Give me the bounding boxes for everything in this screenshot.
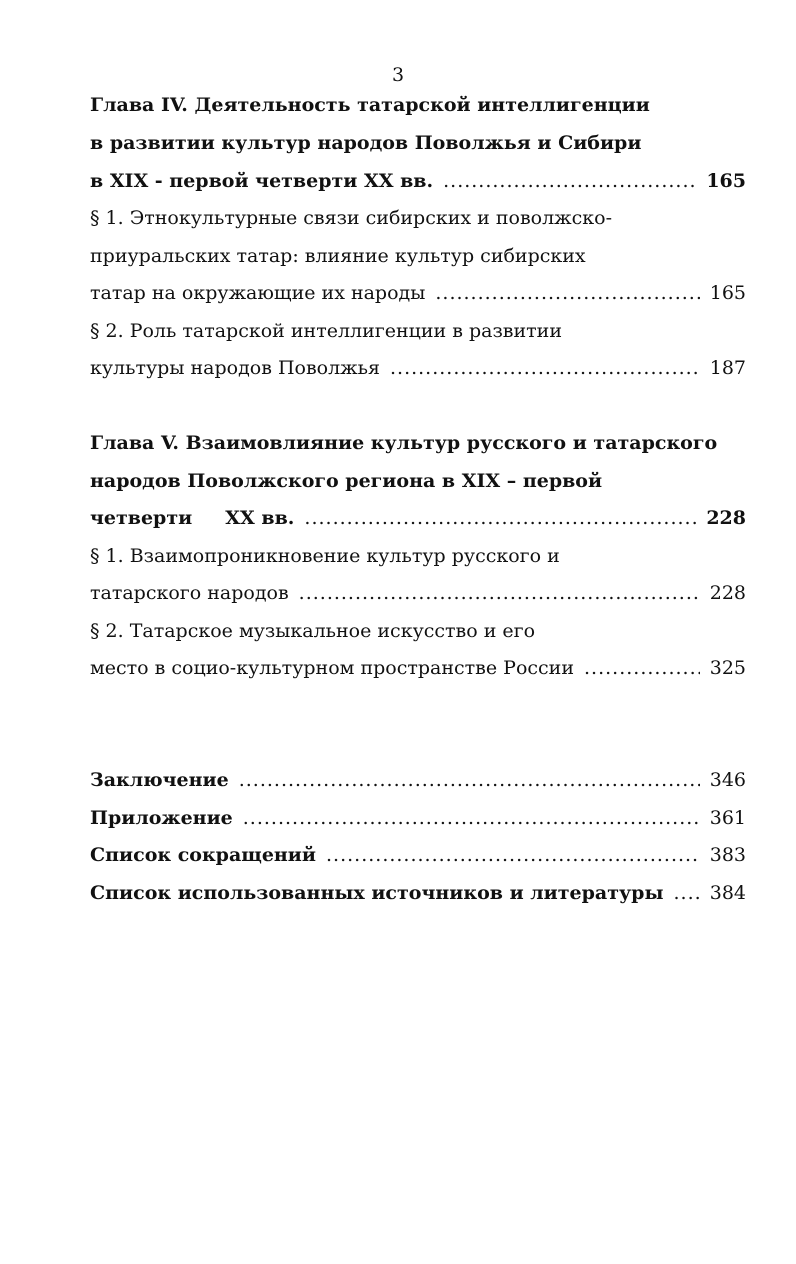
chapter4-section2-line1: § 2. Роль татарской интеллигенции в развитии (90, 320, 563, 342)
chapter5-section1-page: 228 (709, 582, 746, 604)
leader-dots (443, 170, 696, 192)
leader-dots (239, 769, 700, 791)
chapter4-section1-line1: § 1. Этнокультурные связи сибирских и поволжско- (90, 207, 613, 229)
back-matter-page: 383 (709, 844, 746, 866)
leader-dots (390, 357, 700, 379)
chapter5-title-line2: народов Поволжского региона в XIX – первой (90, 470, 603, 492)
chapter5-title-line3: четверти XX вв. ..... 228 (90, 507, 746, 529)
chapter5-section1-line2: татарского народов ..... 228 (90, 582, 746, 604)
leader-dots (326, 844, 700, 866)
leader-dots (299, 582, 700, 604)
chapter4-section2-page: 187 (709, 357, 746, 379)
chapter5-section1-line1: § 1. Взаимопроникновение культур русского и (90, 545, 560, 567)
back-matter-abbreviations: Список сокращений ..... 383 (90, 844, 746, 866)
chapter4-section1-line2: приуральских татар: влияние культур сибирских (90, 245, 586, 267)
back-matter-page: 361 (709, 807, 746, 829)
page-number: 3 (391, 64, 405, 86)
chapter5-page: 228 (706, 507, 746, 529)
back-matter-page: 384 (709, 882, 746, 904)
leader-dots (304, 507, 696, 529)
chapter4-title-line3: в XIX - первой четверти XX вв. ..... 165 (90, 170, 746, 192)
chapter4-section1-page: 165 (709, 282, 746, 304)
leader-dots (584, 657, 700, 679)
chapter4-title-line1: Глава IV. Деятельность татарской интеллигенции (90, 94, 650, 116)
chapter4-title-line2: в развитии культур народов Поволжья и Сибири (90, 132, 642, 154)
leader-dots (243, 807, 700, 829)
leader-dots (674, 882, 700, 904)
chapter4-section1-line3: татар на окружающие их народы ..... 165 (90, 282, 746, 304)
leader-dots (435, 282, 699, 304)
chapter5-title-line1: Глава V. Взаимовлияние культур русского и татарского (90, 432, 718, 454)
back-matter-page: 346 (709, 769, 746, 791)
back-matter-conclusion: Заключение ..... 346 (90, 769, 746, 791)
chapter5-section2-line2: место в социо-культурном пространстве России ..... 325 (90, 657, 746, 679)
back-matter-appendix: Приложение ..... 361 (90, 807, 746, 829)
chapter4-section2-line2: культуры народов Поволжья ..... 187 (90, 357, 746, 379)
chapter4-page: 165 (706, 170, 746, 192)
back-matter-sources: Список использованных источников и литературы ..... 384 (90, 882, 746, 904)
chapter5-section2-page: 325 (709, 657, 746, 679)
chapter5-section2-line1: § 2. Татарское музыкальное искусство и его (90, 620, 536, 642)
